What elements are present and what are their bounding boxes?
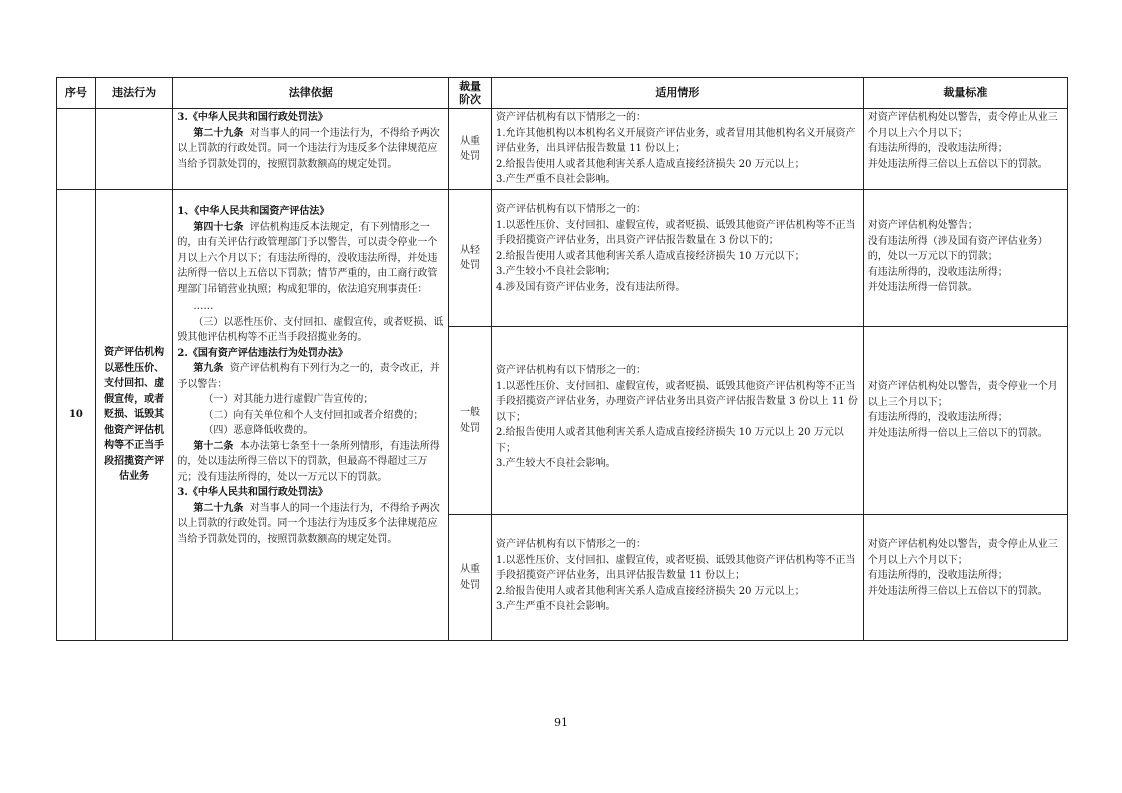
situation-line: 2.给报告使用人或者其他利害关系人造成直接经济损失 20 万元以上； — [496, 158, 805, 170]
situation-line: 1.以恶性压价、支付回扣、虚假宣传，或者贬损、诋毁其他资产评估机构等不正当手段招揽资产评估业务，出具评估报告数量 11 份以上； — [496, 554, 856, 581]
situation-line: 资产评估机构有以下情形之一的： — [496, 204, 647, 215]
ellipsis: …… — [193, 301, 214, 312]
header-level: 裁量阶次 — [449, 78, 492, 109]
cell-basis — [173, 109, 449, 190]
law-title: 2.《国有资产评估违法行为处罚办法》 — [177, 347, 348, 359]
cell-standard-heavy — [863, 515, 1067, 641]
page-number: 91 — [554, 716, 568, 729]
cell-level: 从重处罚 — [449, 109, 492, 190]
situation-line: 1.以恶性压价、支付回扣、虚假宣传，或者贬损、诋毁其他资产评估机构等不正当手段招揽资产评估业务，办理资产评估业务出具资产评估报告数量 3 份以上 11 份以下； — [496, 380, 858, 423]
standard-line: 有违法所得的，没收违法所得； — [867, 143, 1008, 154]
standard-line: 有违法所得的，没收违法所得； — [867, 412, 1008, 423]
law-item: （三）以恶性压价、支付回扣、虚假宣传，或者贬损、诋毁其他评估机构等不正当手段招揽业务的。 — [177, 316, 444, 343]
cell-level-light: 从轻处罚 — [449, 190, 492, 327]
situation-line: 2.给报告使用人或者其他利害关系人造成直接经济损失 10 万元以上 20 万元以下； — [496, 427, 844, 454]
standard-line: 对资产评估机构处以警告，责令停止从业三个月以上六个月以下； — [867, 539, 1058, 566]
cell-situation — [492, 109, 864, 190]
table-header-row — [57, 78, 1068, 109]
standard-line: 有违法所得的，没收违法所得； — [867, 570, 1008, 581]
cell-number: 10 — [57, 190, 96, 641]
cell-situation-general — [492, 327, 864, 515]
header-basis: 法律依据 — [173, 78, 449, 109]
cell-violation: 资产评估机构以恶性压价、支付回扣、虚假宣传，或者贬损、诋毁其他资产评估机构等不正当手段招揽资产评估业务 — [95, 190, 173, 641]
header-act: 违法行为 — [95, 78, 173, 109]
cell-situation-light — [492, 190, 864, 327]
law-article: 第二十九条 对当事人的同一个违法行为，不得给予两次以上罚款的行政处罚。同一个违法行为违反多个法律规范应当给予罚款处罚的，按照罚款数额高的规定处罚。 — [177, 127, 440, 170]
law-title: 1、《中华人民共和国资产评估法》 — [177, 206, 330, 217]
situation-line: 资产评估机构有以下情形之一的： — [496, 539, 647, 550]
standard-line: 并处违法所得三倍以上五倍以下的罚款。 — [867, 158, 1048, 170]
law-title: 3.《中华人民共和国行政处罚法》 — [177, 112, 328, 123]
cell-level-general: 一般处罚 — [449, 327, 492, 515]
cell-no-empty — [57, 109, 96, 190]
standard-line: 对资产评估机构处以警告，责令停业一个月以上三个月以下； — [867, 381, 1058, 408]
table-row-10-light — [57, 190, 1068, 327]
law-item: （四）恶意降低收费的。 — [203, 425, 314, 436]
law-item: （二）向有关单位和个人支付回扣或者介绍费的； — [203, 409, 424, 421]
situation-line: 资产评估机构有以下情形之一的： — [496, 112, 647, 123]
header-standard: 裁量标准 — [863, 78, 1067, 109]
law-title: 3.《中华人民共和国行政处罚法》 — [177, 487, 328, 498]
cell-standard-light — [863, 190, 1067, 327]
law-article: 第十二条 本办法第七条至十一条所列情形，有违法所得的，处以违法所得三倍以下的罚款，但最高不得超过三万元；没有违法所得的，处以一万元以下的罚款。 — [177, 440, 440, 483]
standard-line: 并处违法所得三倍以上五倍以下的罚款。 — [867, 585, 1048, 597]
situation-line: 2.给报告使用人或者其他利害关系人造成直接经济损失 20 万元以上； — [496, 585, 805, 597]
situation-line: 1.允许其他机构以本机构名义开展资产评估业务，或者冒用其他机构名义开展资产评估业务，出具评估报告数量 11 份以上； — [496, 127, 856, 154]
table-row-continuation — [57, 109, 1068, 190]
standard-line: 并处违法所得一倍以上三倍以下的罚款。 — [867, 427, 1048, 439]
law-article: 第九条 资产评估机构有下列行为之一的，责令改正，并予以警告： — [177, 363, 440, 390]
situation-line: 3.产生较大不良社会影响。 — [496, 458, 616, 469]
situation-line: 4.涉及国有资产评估业务，没有违法所得。 — [496, 281, 686, 293]
header-no: 序号 — [57, 78, 96, 109]
standard-line: 没有违法所得（涉及国有资产评估业务）的，处以一万元以下的罚款； — [867, 235, 1048, 262]
situation-line: 3.产生较小不良社会影响； — [496, 266, 616, 277]
cell-legal-basis — [173, 190, 449, 641]
cell-level-heavy: 从重处罚 — [449, 515, 492, 641]
standard-line: 对资产评估机构处警告； — [867, 220, 978, 231]
situation-line: 资产评估机构有以下情形之一的： — [496, 365, 647, 376]
law-article: 第四十七条 评估机构违反本法规定，有下列情形之一的，由有关评估行政管理部门予以警告，可以责令停业一个月以上六个月以下；有违法所得的，没收违法所得，并处违法所得一倍以上五倍以下罚款；情节严重的，由工商行政管理部门吊销营业执照；构成犯罪的，依法追究刑事责任： — [177, 221, 438, 295]
cell-situation-heavy — [492, 515, 864, 641]
law-article: 第二十九条 对当事人的同一个违法行为，不得给予两次以上罚款的行政处罚。同一个违法行为违反多个法律规范应当给予罚款处罚的，按照罚款数额高的规定处罚。 — [177, 502, 440, 545]
cell-standard — [863, 109, 1067, 190]
situation-line: 3.产生严重不良社会影响。 — [496, 174, 616, 185]
penalty-discretion-table — [56, 77, 1068, 641]
standard-line: 有违法所得的，没收违法所得； — [867, 266, 1008, 278]
situation-line: 1.以恶性压价、支付回扣、虚假宣传，或者贬损、诋毁其他资产评估机构等不正当手段招揽资产评估业务，出具资产评估报告数量在 3 份以下的； — [496, 219, 856, 246]
law-item: （一）对其能力进行虚假广告宣传的； — [203, 394, 374, 405]
cell-act-empty — [95, 109, 173, 190]
situation-line: 3.产生严重不良社会影响。 — [496, 601, 616, 612]
situation-line: 2.给报告使用人或者其他利害关系人造成直接经济损失 10 万元以下； — [496, 250, 805, 262]
standard-line: 并处违法所得一倍罚款。 — [867, 282, 978, 293]
standard-line: 对资产评估机构处以警告，责令停止从业三个月以上六个月以下； — [867, 112, 1058, 139]
cell-standard-general — [863, 327, 1067, 515]
header-situation: 适用情形 — [492, 78, 864, 109]
